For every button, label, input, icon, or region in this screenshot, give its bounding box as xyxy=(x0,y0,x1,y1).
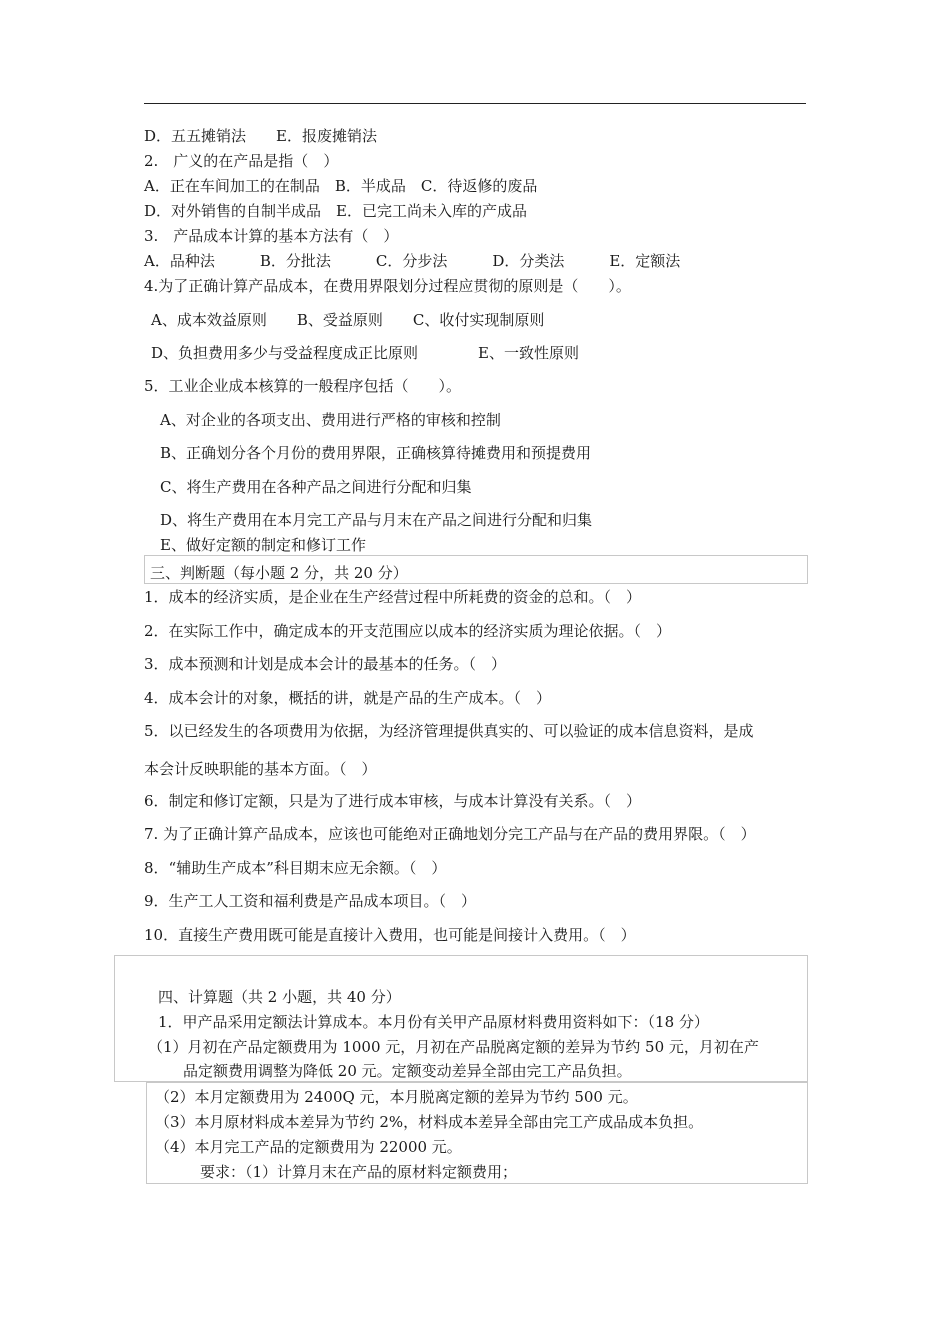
q3-options: A．品种法 B．分批法 C．分步法 D．分类法 E．定额法 xyxy=(144,252,681,270)
q5-option-e: E、做好定额的制定和修订工作 xyxy=(160,536,366,554)
q5-option-c: C、将生产费用在各种产品之间进行分配和归集 xyxy=(160,478,472,496)
part3-title: 三、判断题（每小题 2 分，共 20 分） xyxy=(150,564,408,582)
judgment-item-5: 5．以已经发生的各项费用为依据，为经济管理提供真实的、可以验证的成本信息资料，是成 xyxy=(144,722,754,740)
q1-options-tail: D．五五摊销法 E．报废摊销法 xyxy=(144,127,377,145)
q2-options-2: D．对外销售的自制半成品 E．已完工尚未入库的产成品 xyxy=(144,202,527,220)
judgment-item-4: 4．成本会计的对象，概括的讲，就是产品的生产成本。（ ） xyxy=(144,689,552,707)
q5-option-b: B、正确划分各个月份的费用界限，正确核算待摊费用和预提费用 xyxy=(160,444,592,462)
q5-option-d: D、将生产费用在本月完工产品与月末在产品之间进行分配和归集 xyxy=(160,511,593,529)
q3-stem: 3. 产品成本计算的基本方法有（ ） xyxy=(144,227,399,245)
q4-stem: 4.为了正确计算产品成本，在费用界限划分过程应贯彻的原则是（ ）。 xyxy=(144,277,631,295)
judgment-item-8: 8．“辅助生产成本”科目期末应无余额。（ ） xyxy=(144,859,447,877)
header-rule xyxy=(144,103,806,104)
calc-q1-cond-1a: （1）月初在产品定额费用为 1000 元，月初在产品脱离定额的差异为节约 50 元，月初在产 xyxy=(148,1038,759,1056)
q2-stem: 2. 广义的在产品是指（ ） xyxy=(144,152,339,170)
q2-options-1: A．正在车间加工的在制品 B．半成品 C．待返修的废品 xyxy=(144,177,538,195)
judgment-item-2: 2．在实际工作中，确定成本的开支范围应以成本的经济实质为理论依据。（ ） xyxy=(144,622,672,640)
judgment-item-10: 10．直接生产费用既可能是直接计入费用，也可能是间接计入费用。（ ） xyxy=(144,926,636,944)
judgment-item-6: 6．制定和修订定额，只是为了进行成本审核，与成本计算没有关系。（ ） xyxy=(144,792,642,810)
calc-q1-cond-1b: 品定额费用调整为降低 20 元。定额变动差异全部由完工产品负担。 xyxy=(183,1062,632,1080)
calc-q1-requirement: 要求：（1）计算月末在产品的原材料定额费用； xyxy=(200,1163,518,1181)
q5-stem: 5．工业企业成本核算的一般程序包括（ ）。 xyxy=(144,377,462,395)
calc-q1-cond-4: （4）本月完工产品的定额费用为 22000 元。 xyxy=(155,1138,462,1156)
q4-options-2: D、负担费用多少与受益程度成正比原则 E、一致性原则 xyxy=(151,344,579,362)
part4-title: 四、计算题（共 2 小题，共 40 分） xyxy=(158,988,401,1006)
calc-q1-cond-2: （2）本月定额费用为 2400Q 元，本月脱离定额的差异为节约 500 元。 xyxy=(155,1088,638,1106)
calc-q1-stem: 1．甲产品采用定额法计算成本。本月份有关甲产品原材料费用资料如下：（18 分） xyxy=(158,1013,709,1031)
q4-options-1: A、成本效益原则 B、受益原则 C、收付实现制原则 xyxy=(151,311,545,329)
judgment-item-5-cont: 本会计反映职能的基本方面。（ ） xyxy=(144,760,377,778)
judgment-item-7: 7. 为了正确计算产品成本，应该也可能绝对正确地划分完工产品与在产品的费用界限。（ ） xyxy=(144,825,756,843)
q5-option-a: A、对企业的各项支出、费用进行严格的审核和控制 xyxy=(160,411,501,429)
calc-q1-cond-3: （3）本月原材料成本差异为节约 2%，材料成本差异全部由完工产成品成本负担。 xyxy=(155,1113,704,1131)
judgment-item-1: 1．成本的经济实质，是企业在生产经营过程中所耗费的资金的总和。（ ） xyxy=(144,588,642,606)
judgment-item-3: 3．成本预测和计划是成本会计的最基本的任务。（ ） xyxy=(144,655,507,673)
judgment-item-9: 9．生产工人工资和福利费是产品成本项目。（ ） xyxy=(144,892,477,910)
